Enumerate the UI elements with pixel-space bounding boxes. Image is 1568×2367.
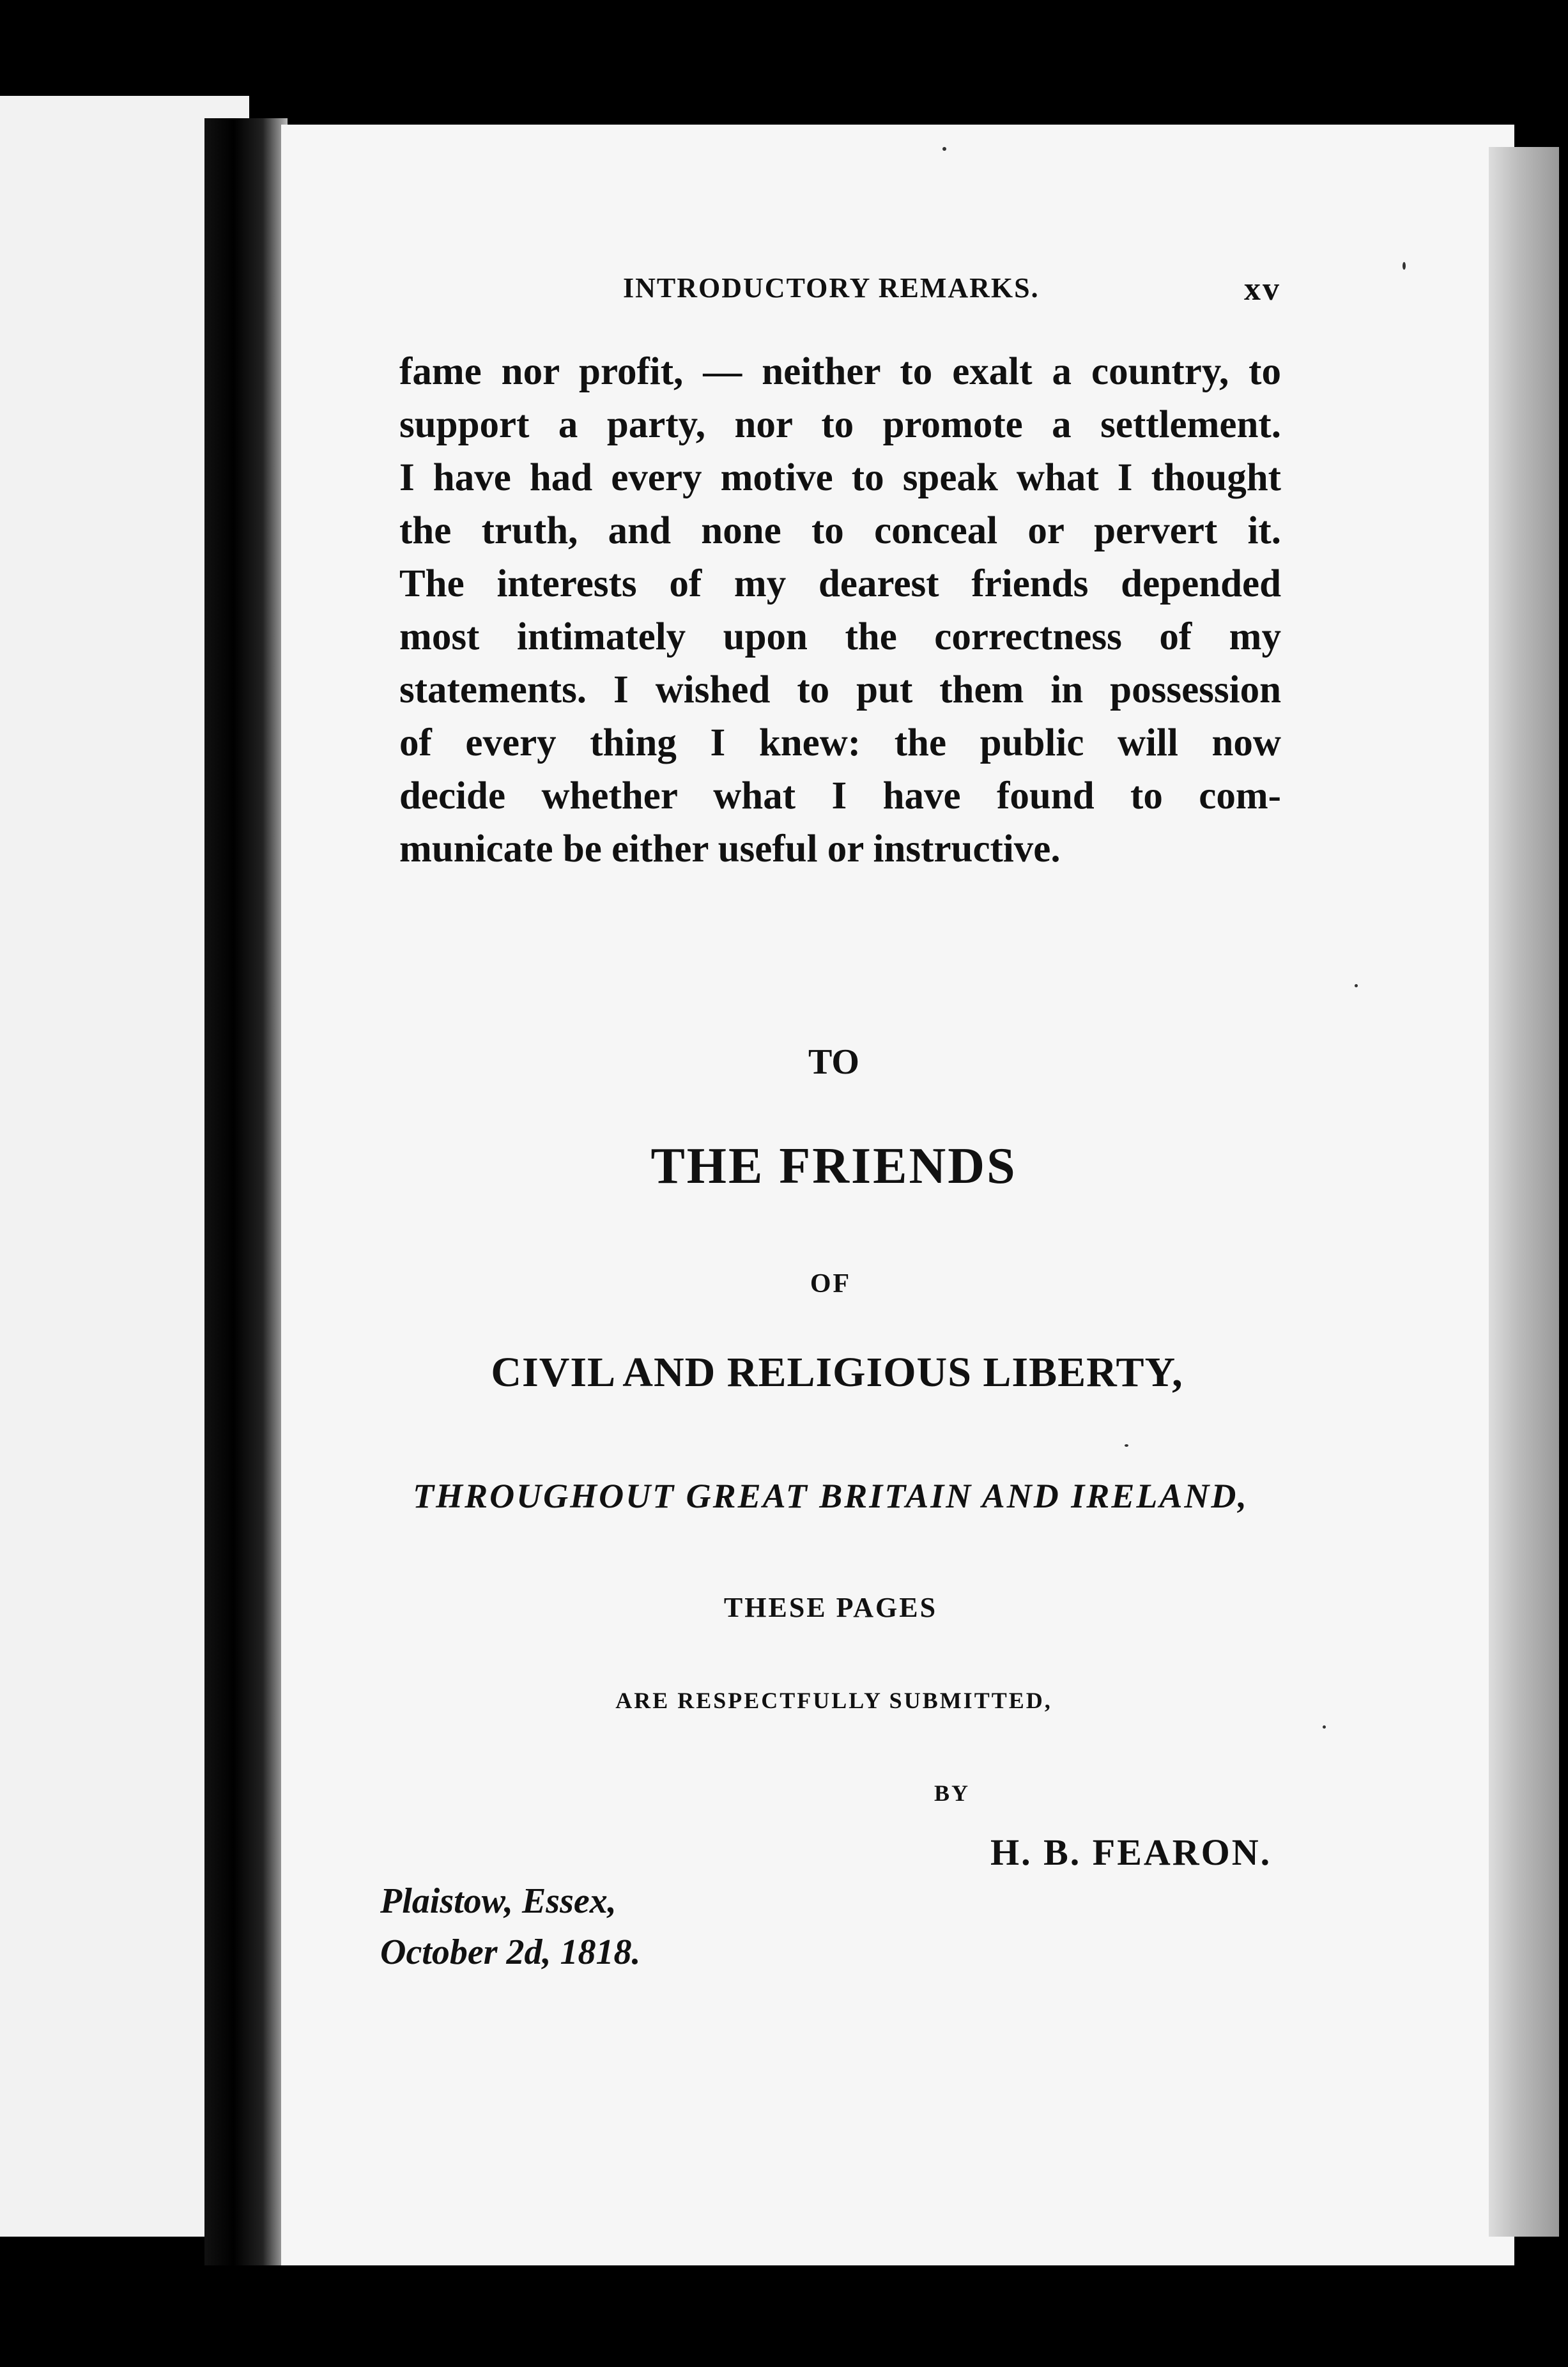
dedication-to: TO [808,1042,859,1082]
book-gutter-shadow [204,118,288,2265]
ink-speck [1355,984,1358,987]
body-line: statements. I wished to put them in possession [399,668,1281,711]
dedication-of: OF [810,1269,852,1299]
ink-speck [1125,1444,1128,1447]
body-line: support a party, nor to promote a settlement. [399,403,1281,446]
body-line: The interests of my dearest friends depended [399,562,1281,605]
body-line: municate be either useful or instructive. [399,828,1061,870]
dedication-throughout: THROUGHOUT GREAT BRITAIN AND IRELAND, [413,1477,1249,1515]
dedication-civil-religious-liberty: CIVIL AND RELIGIOUS LIBERTY, [491,1349,1183,1396]
running-title: INTRODUCTORY REMARKS. [623,272,1040,304]
body-line: of every thing I knew: the public will now [399,721,1281,764]
ink-speck [942,147,946,151]
ink-speck [1323,1725,1326,1729]
dedication-the-friends: THE FRIENDS [650,1138,1017,1194]
place: Plaistow, Essex, [380,1881,617,1921]
dedication-respectfully-submitted: ARE RESPECTFULLY SUBMITTED, [615,1688,1052,1713]
running-header [623,271,1281,307]
body-line: decide whether what I have found to com- [399,775,1281,817]
date: October 2d, 1818. [380,1932,641,1972]
ink-speck [1403,262,1406,270]
author-name: H. B. FEARON. [990,1831,1272,1873]
page-number: xv [1244,271,1281,307]
body-line: most intimately upon the correctness of my [399,615,1281,658]
body-paragraph [399,345,1281,875]
place-and-date [380,1876,641,1978]
page-edge-shadow [1489,147,1559,2237]
body-line: I have had every motive to speak what I thought [399,456,1281,499]
dedication-these-pages: THESE PAGES [723,1592,938,1623]
body-line: fame nor profit, — neither to exalt a country, to [399,350,1281,393]
dedication-by: BY [934,1780,970,1806]
body-line: the truth, and none to conceal or pervert it. [399,509,1281,552]
